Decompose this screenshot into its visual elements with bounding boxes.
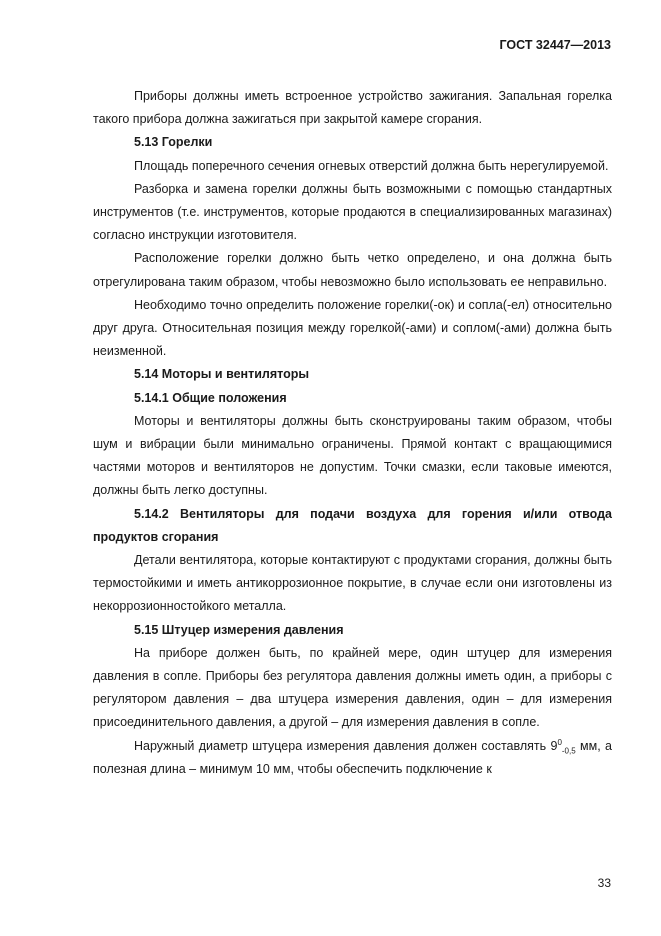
paragraph: Расположение горелки должно быть четко определено, и она должна быть отрегулирована таким образом, чтобы невозможно было использовать ее неправильно. xyxy=(93,251,612,289)
page-number: 33 xyxy=(597,876,611,890)
document-body xyxy=(93,85,612,781)
paragraph-with-tolerance xyxy=(93,735,612,781)
paragraph: Моторы и вентиляторы должны быть сконструированы таким образом, чтобы шум и вибрации были минимально ограничены. Прямой контакт с вращающимися частями моторов и вентиляторов не допустим. Точки смазки, если таковые имеются, должны быть легко доступны. xyxy=(93,413,612,498)
section-heading: 5.15 Штуцер измерения давления xyxy=(134,622,344,637)
text-after: мм, а полезная длина – минимум 10 мм, чтобы обеспечить подключение к xyxy=(93,738,612,776)
subsection-heading: 5.14.1 Общие положения xyxy=(134,390,287,405)
paragraph: На приборе должен быть, по крайней мере, один штуцер для измерения давления в сопле. Приборы без регулятора давления должны иметь один, а приборы с регулятором давления – два штуцера измерения давления, один – для измерения присоединительного давления, а другой – для измерения давления в сопле. xyxy=(93,645,612,730)
diameter-value: 9 xyxy=(550,738,558,753)
tolerance-lower: -0,5 xyxy=(561,746,576,756)
section-heading: 5.13 Горелки xyxy=(134,135,213,150)
document-header: ГОСТ 32447—2013 xyxy=(499,38,611,52)
paragraph: Приборы должны иметь встроенное устройство зажигания. Запальная горелка такого прибора должна зажигаться при закрытой камере сгорания. xyxy=(93,89,612,127)
paragraph: Детали вентилятора, которые контактируют с продуктами сгорания, должны быть термостойкими и иметь антикоррозионное покрытие, в случае если они изготовлены из некоррозионностойкого металла. xyxy=(93,553,612,614)
section-heading: 5.14 Моторы и вентиляторы xyxy=(134,367,310,382)
text-before: Наружный диаметр штуцера измерения давления должен составлять xyxy=(134,738,551,753)
tolerance-upper: 0 xyxy=(557,737,562,747)
paragraph: Разборка и замена горелки должны быть возможными с помощью стандартных инструментов (т.е. инструментов, которые продаются в специализированных магазинах) согласно инструкции изготовителя. xyxy=(93,181,612,243)
subsection-heading: 5.14.2 Вентиляторы для подачи воздуха для горения и/или отвода продуктов сгорания xyxy=(93,506,612,544)
paragraph: Необходимо точно определить положение горелки(-ок) и сопла(-ел) относительно друг друга. Относительная позиция между горелкой(-ами) и соплом(-ами) должна быть неизменной. xyxy=(93,297,612,359)
paragraph: Площадь поперечного сечения огневых отверстий должна быть нерегулируемой. xyxy=(134,158,609,173)
